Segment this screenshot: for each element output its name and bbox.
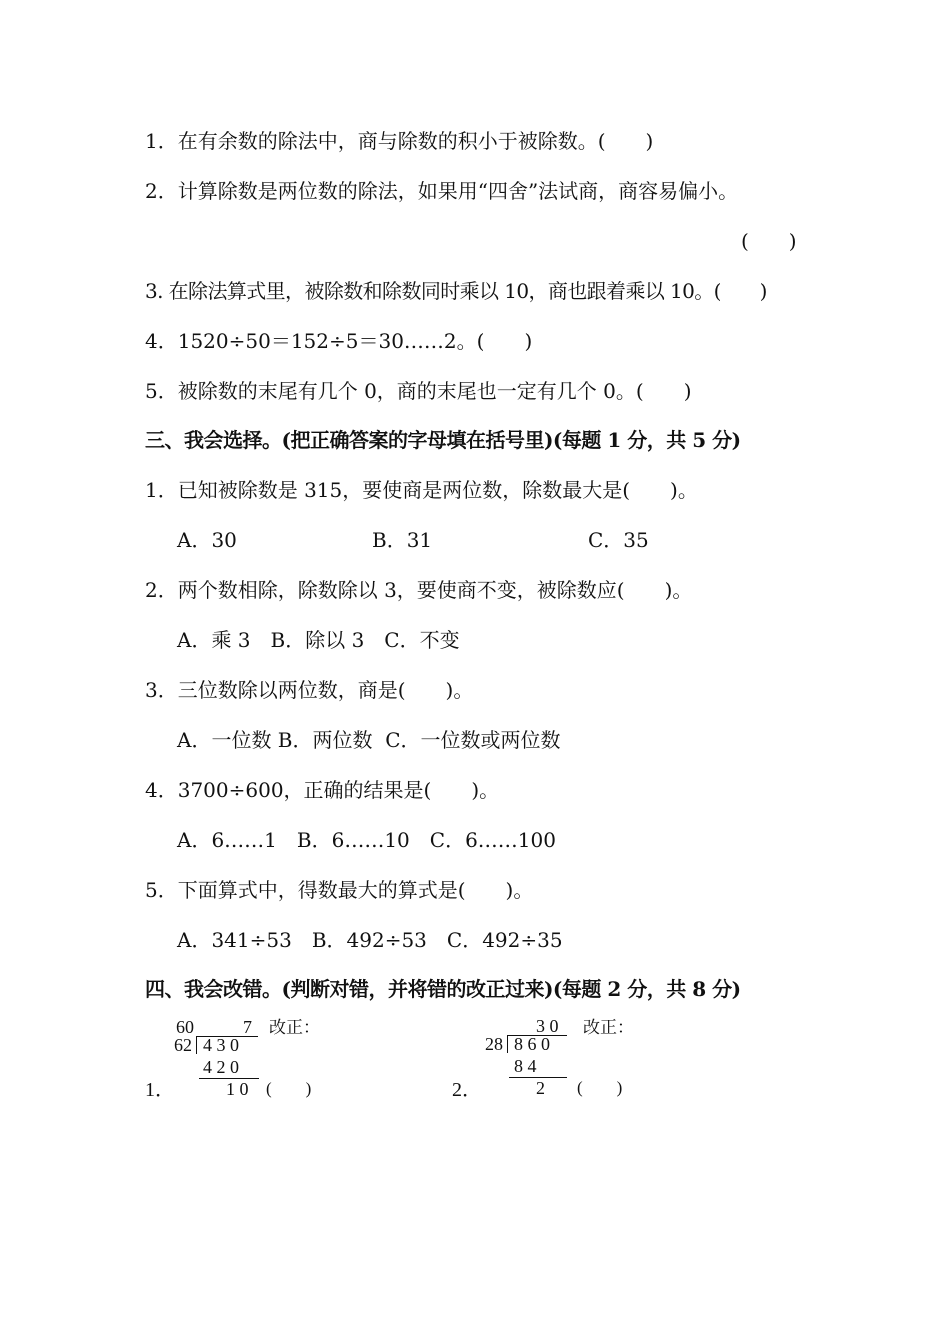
choice-q2-options[interactable]: A．乘 3 B．除以 3 C．不变 [177, 628, 460, 652]
choice-q3-options[interactable]: A．一位数 B．两位数 C．一位数或两位数 [177, 728, 561, 752]
problem-1-correction-label: 改正： [269, 1018, 320, 1037]
problem-2-remainder: 2 [536, 1078, 545, 1098]
judge-item-1: 1．在有余数的除法中，商与除数的积小于被除数。( ) [145, 129, 654, 153]
problem-1-note: 60 [176, 1017, 194, 1037]
problem-2-correction-label: 改正： [583, 1018, 634, 1037]
section-3-title: 三、我会选择。(把正确答案的字母填在括号里)(每题 1 分，共 5 分) [145, 428, 741, 452]
problem-2-answer-blank[interactable]: ( ) [577, 1078, 623, 1097]
problem-2-divisor: 28 [485, 1034, 503, 1054]
problem-1-product: 4 2 0 [203, 1057, 239, 1077]
problem-1-answer-blank[interactable]: ( ) [266, 1079, 312, 1098]
problem-1-number: 1． [145, 1079, 175, 1101]
choice-q1-option-b[interactable]: B．31 [372, 528, 433, 552]
judge-item-4: 4．1520÷50＝152÷5＝30……2。( ) [145, 329, 533, 353]
problem-1-remainder: 1 0 [226, 1079, 249, 1099]
problem-2-dividend: 8 6 0 [514, 1034, 550, 1054]
choice-q3: 3．三位数除以两位数，商是( )。 [145, 678, 474, 702]
problem-1-bracket [196, 1036, 197, 1054]
choice-q5: 5．下面算式中，得数最大的算式是( )。 [145, 878, 534, 902]
section-4-title: 四、我会改错。(判断对错，并将错的改正过来)(每题 2 分，共 8 分) [145, 977, 741, 1001]
choice-q1-option-c[interactable]: C．35 [588, 528, 649, 552]
judge-item-3: 3. 在除法算式里，被除数和除数同时乘以 10，商也跟着乘以 10。( ) [145, 279, 767, 303]
problem-2-quotient: 3 0 [536, 1016, 559, 1036]
choice-q4-options[interactable]: A．6……1 B．6……10 C．6……100 [177, 828, 556, 852]
judge-item-5: 5．被除数的末尾有几个 0，商的末尾也一定有几个 0。( ) [145, 379, 692, 403]
choice-q4: 4．3700÷600，正确的结果是( )。 [145, 778, 500, 802]
choice-q1: 1．已知被除数是 315，要使商是两位数，除数最大是( )。 [145, 478, 698, 502]
problem-1-divisor: 62 [174, 1035, 192, 1055]
problem-1-quotient: 7 [243, 1017, 252, 1037]
choice-q5-options[interactable]: A．341÷53 B．492÷53 C．492÷35 [177, 928, 563, 952]
judge-item-2-blank[interactable]: ( ) [741, 229, 797, 253]
judge-item-2: 2．计算除数是两位数的除法，如果用“四舍”法试商，商容易偏小。 [145, 179, 739, 203]
problem-2-product: 8 4 [514, 1056, 537, 1076]
problem-2-bracket [507, 1035, 508, 1053]
problem-1-dividend: 4 3 0 [203, 1035, 239, 1055]
choice-q2: 2．两个数相除，除数除以 3，要使商不变，被除数应( )。 [145, 578, 693, 602]
choice-q1-option-a[interactable]: A．30 [177, 528, 237, 552]
problem-2-number: 2． [452, 1079, 482, 1101]
